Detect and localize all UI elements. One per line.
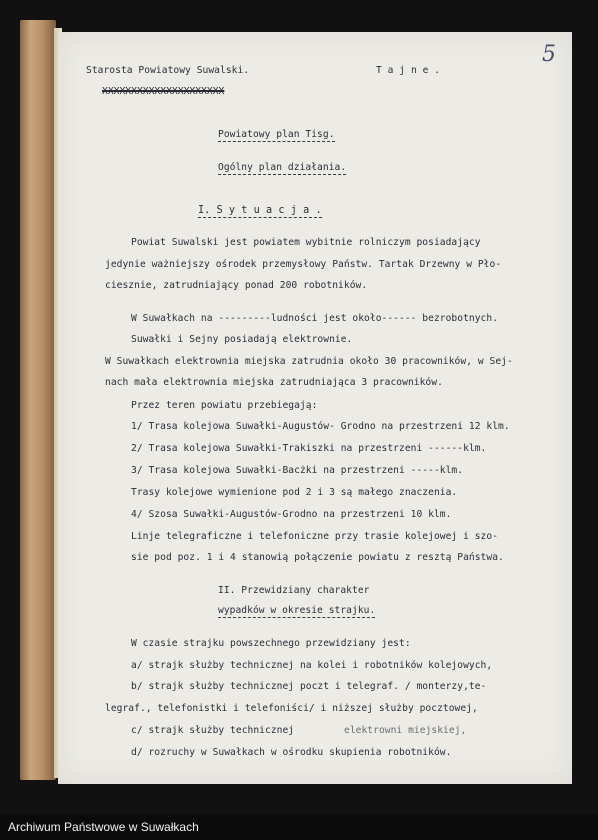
- section-2-line: W czasie strajku powszechnego przewidziany jest:: [131, 638, 411, 649]
- section-1-line: W Suwałkach elektrownia miejska zatrudnia około 30 pracowników, w Sej-: [105, 356, 513, 367]
- section-1-line: 3/ Trasa kolejowa Suwałki-Bacżki na przestrzeni -----klm.: [131, 465, 464, 476]
- section-2-faint-text: elektrowni miejskiej,: [344, 725, 467, 736]
- section-1-line: 4/ Szosa Suwałki-Augustów-Grodno na przestrzeni 10 klm.: [131, 509, 452, 520]
- office-header: Starosta Powiatowy Suwalski.: [86, 65, 250, 76]
- section-1-line: 1/ Trasa kolejowa Suwałki-Augustów- Grodno na przestrzeni 12 klm.: [131, 421, 510, 432]
- section-1-line: Linje telegraficzne i telefoniczne przy trasie kolejowej i szo-: [131, 531, 499, 542]
- section-2-line: c/ strajk służby technicznej: [131, 725, 295, 736]
- section-1-line: nach mała elektrownia miejska zatrudniająca 3 pracowników.: [105, 377, 443, 388]
- section-1-line: Przez teren powiatu przebiegają:: [131, 400, 318, 411]
- section-1-line: jedynie ważniejszy ośrodek przemysłowy Państw. Tartak Drzewny w Pło-: [105, 259, 502, 270]
- section-1-line: Suwałki i Sejny posiadają elektrownie.: [131, 334, 353, 345]
- section-1-line: 2/ Trasa kolejowa Suwałki-Trakiszki na przestrzeni ------klm.: [131, 443, 487, 454]
- section-1-line: Powiat Suwalski jest powiatem wybitnie rolniczym posiadający: [131, 237, 481, 248]
- section-2-heading: wypadków w okresie strajku.: [218, 605, 376, 616]
- page-number: 5: [542, 42, 556, 67]
- struck-line: XXXXXXXXXXXXXXXXXXXXX: [102, 86, 225, 97]
- section-1-heading: I. S y t u a c j a .: [198, 205, 322, 216]
- general-plan-title: Ogólny plan działania.: [218, 162, 347, 173]
- plan-title: Powiatowy plan Tisg.: [218, 129, 335, 140]
- section-1-line: Trasy kolejowe wymienione pod 2 i 3 są małego znaczenia.: [131, 487, 458, 498]
- secrecy-mark: T a j n e .: [376, 65, 441, 76]
- section-1-line: ciesznie, zatrudniający ponad 200 robotników.: [105, 280, 368, 291]
- binding-strip: [20, 20, 56, 780]
- section-2-line: a/ strajk służby technicznej na kolei i robotników kolejowych,: [131, 660, 493, 671]
- section-2-line: b/ strajk służby technicznej poczt i telegraf. / monterzy,te-: [131, 681, 487, 692]
- section-1-line: W Suwałkach na ---------ludności jest około------ bezrobotnych.: [131, 313, 499, 324]
- section-2-line: legraf., telefonistki i telefoniści/ i niższej służby pocztowej,: [105, 703, 478, 714]
- section-2-line: d/ rozruchy w Suwałkach w ośrodku skupienia robotników.: [131, 747, 452, 758]
- section-1-line: sie pod poz. 1 i 4 stanowią połączenie powiatu z resztą Państwa.: [131, 552, 504, 563]
- section-2-heading: II. Przewidziany charakter: [218, 585, 370, 596]
- archive-footer: Archiwum Państwowe w Suwałkach: [0, 814, 598, 840]
